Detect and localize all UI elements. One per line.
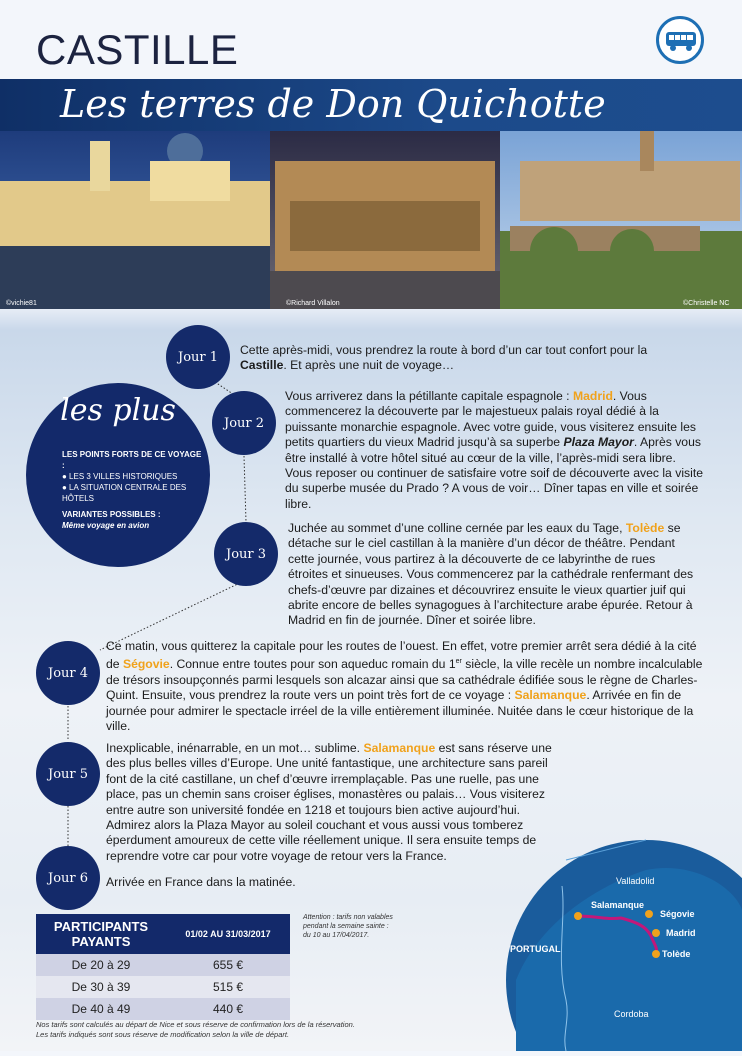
route-map [496,830,742,1051]
photo-credit-1: ©vichie81 [6,300,37,307]
map-label-madrid: Madrid [666,928,696,938]
map-label-portugal: PORTUGAL [510,944,561,954]
photo-credit-2: ©Richard Villalon [286,300,340,307]
row-price: 655 € [212,958,244,972]
day-6-badge: Jour 6 [36,846,100,910]
photo-credit-3: ©Christelle NC [683,300,730,307]
footer-notes [36,1020,456,1040]
day-3-text: Juchée au sommet d’une colline cernée par les eaux du Tage, Tolède se détache sur le ciel castillan à la manière d’un décor de théâtre. Pendant cette journée, vous partirez à la découverte de ce labyrinthe de rues étroites et sinueuses. Vous commencerez par la cathédrale renfermant des chefs-d’œuvre par dizaines et découvrirez ensuite le vieux quartier juif qui abrite encore de belles synagogues à l’architecture arabe épurée. Retour à Madrid en fin de journée. Dîner et soirée libre. [288,521,694,628]
day-1-text: Cette après-midi, vous prendrez la route à bord d’un car tout confort pour la Castille. Et après une nuit de voyage… [240,343,648,373]
variantes-title: VARIANTES POSSIBLES : [62,510,161,519]
map-label-valladolid: Valladolid [616,876,655,886]
row-price: 515 € [212,980,244,994]
map-label-tolede: Tolède [662,949,691,959]
page-subtitle: Les terres de Don Quichotte [60,82,606,126]
footer-line-2: Les tarifs indiqués sont sous réserve de modification selon la ville de départ. [36,1030,290,1039]
table-header-period: 01/02 AU 31/03/2017 [166,914,290,954]
day-1-badge: Jour 1 [166,325,230,389]
points-forts-title: LES POINTS FORTS DE CE VOYAGE : [62,450,202,470]
footer-line-1: Nos tarifs sont calculés au départ de Nice et sous réserve de confirmation lors de la réservation. [36,1020,355,1029]
day-2-text: Vous arriverez dans la pétillante capitale espagnole : Madrid. Vous commencerez la découverte par le majestueux palais royal dédié à la puissante monarchie espagnole. Avec votre guide, vous visiterez ensuite les petits quartiers du vieux Madrid jusqu’à sa superbe Plaza Mayor. Après vous être installé à votre hôtel situé au cœur de la ville, l’après-midi sera libre. Vous reposer ou continuer de satisfaire votre soif de découverte avec la visite du superbe musée du Prado ? A vous de voir… Dîner tapas en ville et soirée libre. [285,389,703,511]
map-label-cordoba: Cordoba [614,1009,649,1019]
row-price: 440 € [212,1002,244,1016]
map-label-salamanque: Salamanque [591,900,645,910]
variant-item: Même voyage en avion [62,521,150,530]
les-plus-badge [26,383,210,567]
table-header-participants: PARTICIPANTS PAYANTS [36,914,166,954]
day-6-text: Arrivée en France dans la matinée. [106,875,296,889]
day-4-badge: Jour 4 [36,641,100,705]
pricing-table [36,914,290,1020]
day-5-text: Inexplicable, inénarrable, en un mot… sublime. Salamanque est sans réserve une des plus belles villes d’Europe. Une unité fantastique, une architecture sans pareil font de la cité castillane, un chef d’œuvre irremplaçable. Pas une ruelle, pas une place, pas un chemin sans croiser églises, monastères ou palais… Vous visiterez entre autre son université fondée en 1218 et toujours bien active aujourd’hui. Admirez alors la Plaza Mayor au soleil couchant et vous aussi vous tomberez éperdument amoureux de cette ville réellement unique. Il sera ensuite temps de reprendre votre car pour votre voyage de retour vers la France. [106,741,552,863]
map-label-segovie: Ségovie [660,909,695,919]
point-1: ● LES 3 VILLES HISTORIQUES [62,472,178,481]
pricing-note: Attention : tarifs non valables pendant la semaine sainte : du 10 au 17/04/2017. [303,914,393,939]
les-plus-body [62,449,202,531]
row-group: De 40 à 49 [71,1002,131,1016]
les-plus-title: les plus [60,393,176,428]
day-2-badge: Jour 2 [212,391,276,455]
table-row [36,954,290,976]
point-2: ● LA SITUATION CENTRALE DES HÔTELS [62,483,187,503]
day-4-text: Ce matin, vous quitterez la capitale pour les routes de l’ouest. En effet, votre premier arrêt sera dédié à la cité de Ségovie. Connue entre toutes pour son aqueduc romain du 1er siècle, la ville recèle un nombre incalculable de trésors insoupçonnés parmi lesquels son alcazar ainsi que sa cathédrale édifiée sous le règne de Charles-Quint. Ensuite, vous prendrez la route vers un point très fort de ce voyage : Salamanque. Arrivée en fin de journée pour admirer le spectacle irréel de la ville entièrement illuminée. Nuitée dans le cœur historique de la ville. [106,639,703,734]
day-3-badge: Jour 3 [214,522,278,586]
row-group: De 30 à 39 [71,980,131,994]
day-5-badge: Jour 5 [36,742,100,806]
table-row [36,976,290,998]
table-row [36,998,290,1020]
page-title: CASTILLE [36,26,239,73]
row-group: De 20 à 29 [71,958,131,972]
